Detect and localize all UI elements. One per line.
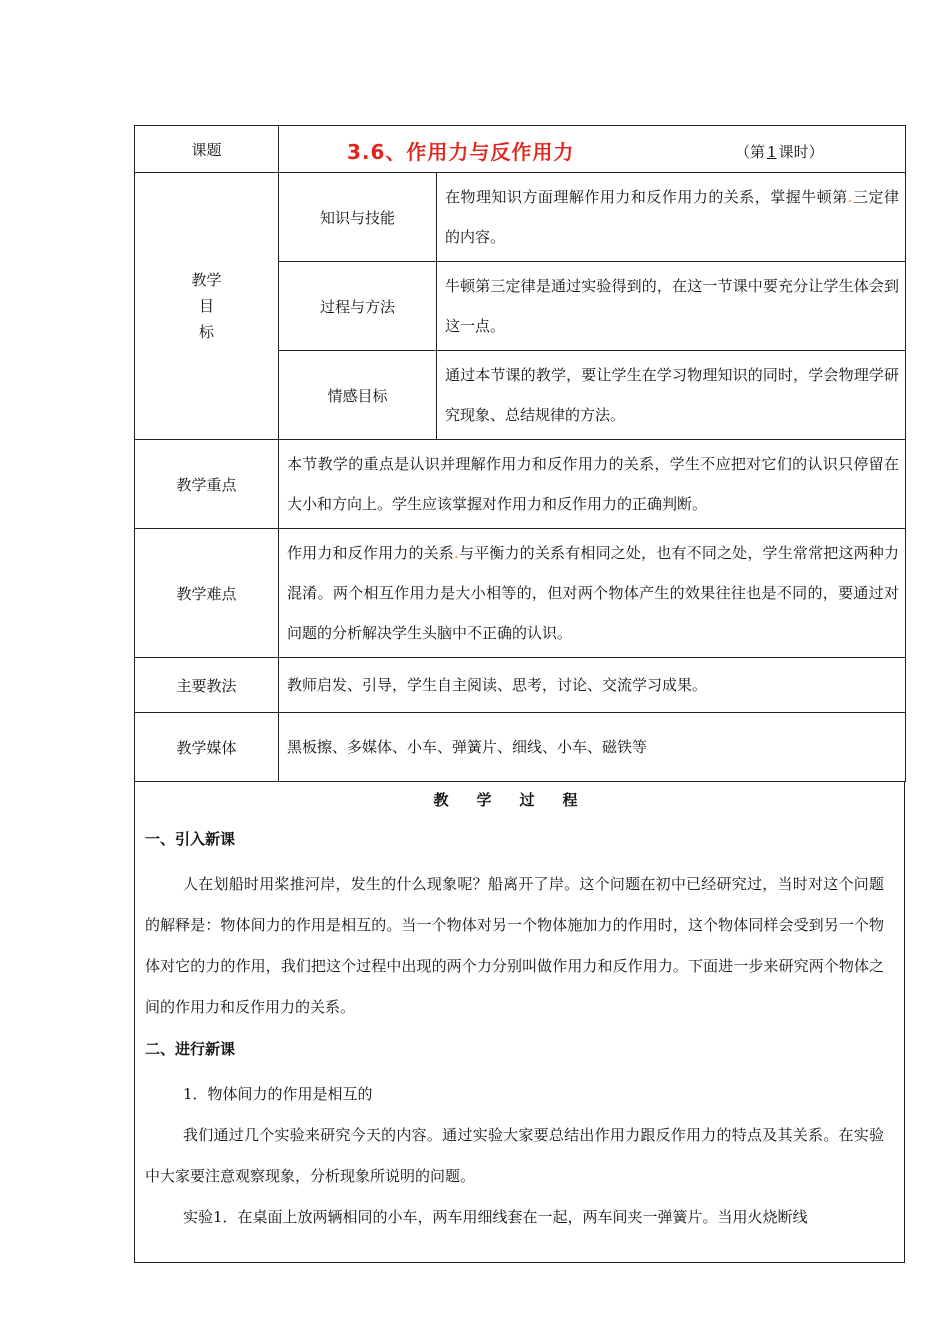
objective-label-knowledge: 知识与技能 (279, 173, 437, 262)
media-label: 教学媒体 (135, 713, 279, 782)
lesson-title: 3.6、作用力与反作用力 (347, 140, 575, 164)
period-suffix: 课时） (778, 143, 824, 161)
difficulty-text (279, 529, 906, 658)
mark-dot: . (453, 544, 459, 562)
objectives-label-line3: 标 (198, 323, 214, 341)
key-point-label: 教学重点 (135, 440, 279, 529)
difficulty-text-b: 与平衡力的关系有相同之处，也有不同之处，学生常常把这两种力混淆。两个相互作用力是大小相等的，但对两个物体产生的效果往往也是不同的，要通过对问题的分析解决学生头脑中不正确的认识。 (287, 544, 899, 642)
period-info (735, 141, 824, 162)
lesson-plan (134, 125, 905, 1263)
lesson-plan-table (134, 125, 906, 782)
objective-label-process: 过程与方法 (279, 262, 437, 351)
difficulty-label: 教学难点 (135, 529, 279, 658)
period-number: 1 (767, 143, 777, 161)
objective-text-knowledge (437, 173, 906, 262)
media-text: 黑板擦、多媒体、小车、弹簧片、细线、小车、磁铁等 (279, 713, 906, 782)
objectives-label-line2: 目 (198, 297, 214, 315)
objectives-label-line1: 教学 (191, 271, 222, 289)
teaching-process (134, 782, 905, 1263)
method-text: 教师启发、引导，学生自主阅读、思考，讨论、交流学习成果。 (279, 658, 906, 713)
key-point-text: 本节教学的重点是认识并理解作用力和反作用力的关系，学生不应把对它们的认识只停留在大小和方向上。学生应该掌握对作用力和反作用力的正确判断。 (279, 440, 906, 529)
period-prefix: （第 (735, 143, 766, 161)
subsection-1-title: 1．物体间力的作用是相互的 (183, 1085, 373, 1103)
objective-text-process: 牛顿第三定律是通过实验得到的，在这一节课中要充分让学生体会到这一点。 (437, 262, 906, 351)
section-new-title: 二、进行新课 (145, 1040, 236, 1058)
method-label: 主要教法 (135, 658, 279, 713)
objective-label-emotion: 情感目标 (279, 351, 437, 440)
paragraph-experiments: 我们通过几个实验来研究今天的内容。通过实验大家要总结出作用力跟反作用力的特点及其关系。在实验中大家要注意观察现象，分析现象所说明的问题。 (145, 1126, 884, 1185)
objectives-label (135, 173, 279, 440)
section-intro-text: 人在划船时用桨推河岸，发生的什么现象呢？船离开了岸。这个问题在初中已经研究过，当时对这个问题的解释是：物体间力的作用是相互的。当一个物体对另一个物体施加力的作用时，这个物体同样会受到另一个物体对它的力的作用，我们把这个过程中出现的两个力分别叫做作用力和反作用力。下面进一步来研究两个物体之间的作用力和反作用力的关系。 (145, 875, 884, 1016)
section-intro-title: 一、引入新课 (145, 830, 236, 848)
process-heading: 教学过程 (433, 791, 606, 809)
difficulty-text-a: 作用力和反作用力的关系 (287, 544, 454, 562)
objective-text-knowledge-a: 在物理知识方面理解作用力和反作用力的关系，掌握牛顿第 (445, 188, 848, 206)
objective-text-emotion: 通过本节课的教学，要让学生在学习物理知识的同时，学会物理学研究现象、总结规律的方法。 (437, 351, 906, 440)
objective-text-knowledge-b: 三定律的内容。 (445, 188, 899, 246)
paragraph-experiment-1: 实验1．在桌面上放两辆相同的小车，两车用细线套在一起，两车间夹一弹簧片。当用火烧断线 (183, 1208, 808, 1226)
title-cell (279, 126, 906, 173)
topic-label: 课题 (135, 126, 279, 173)
mark-dot: . (847, 188, 853, 206)
